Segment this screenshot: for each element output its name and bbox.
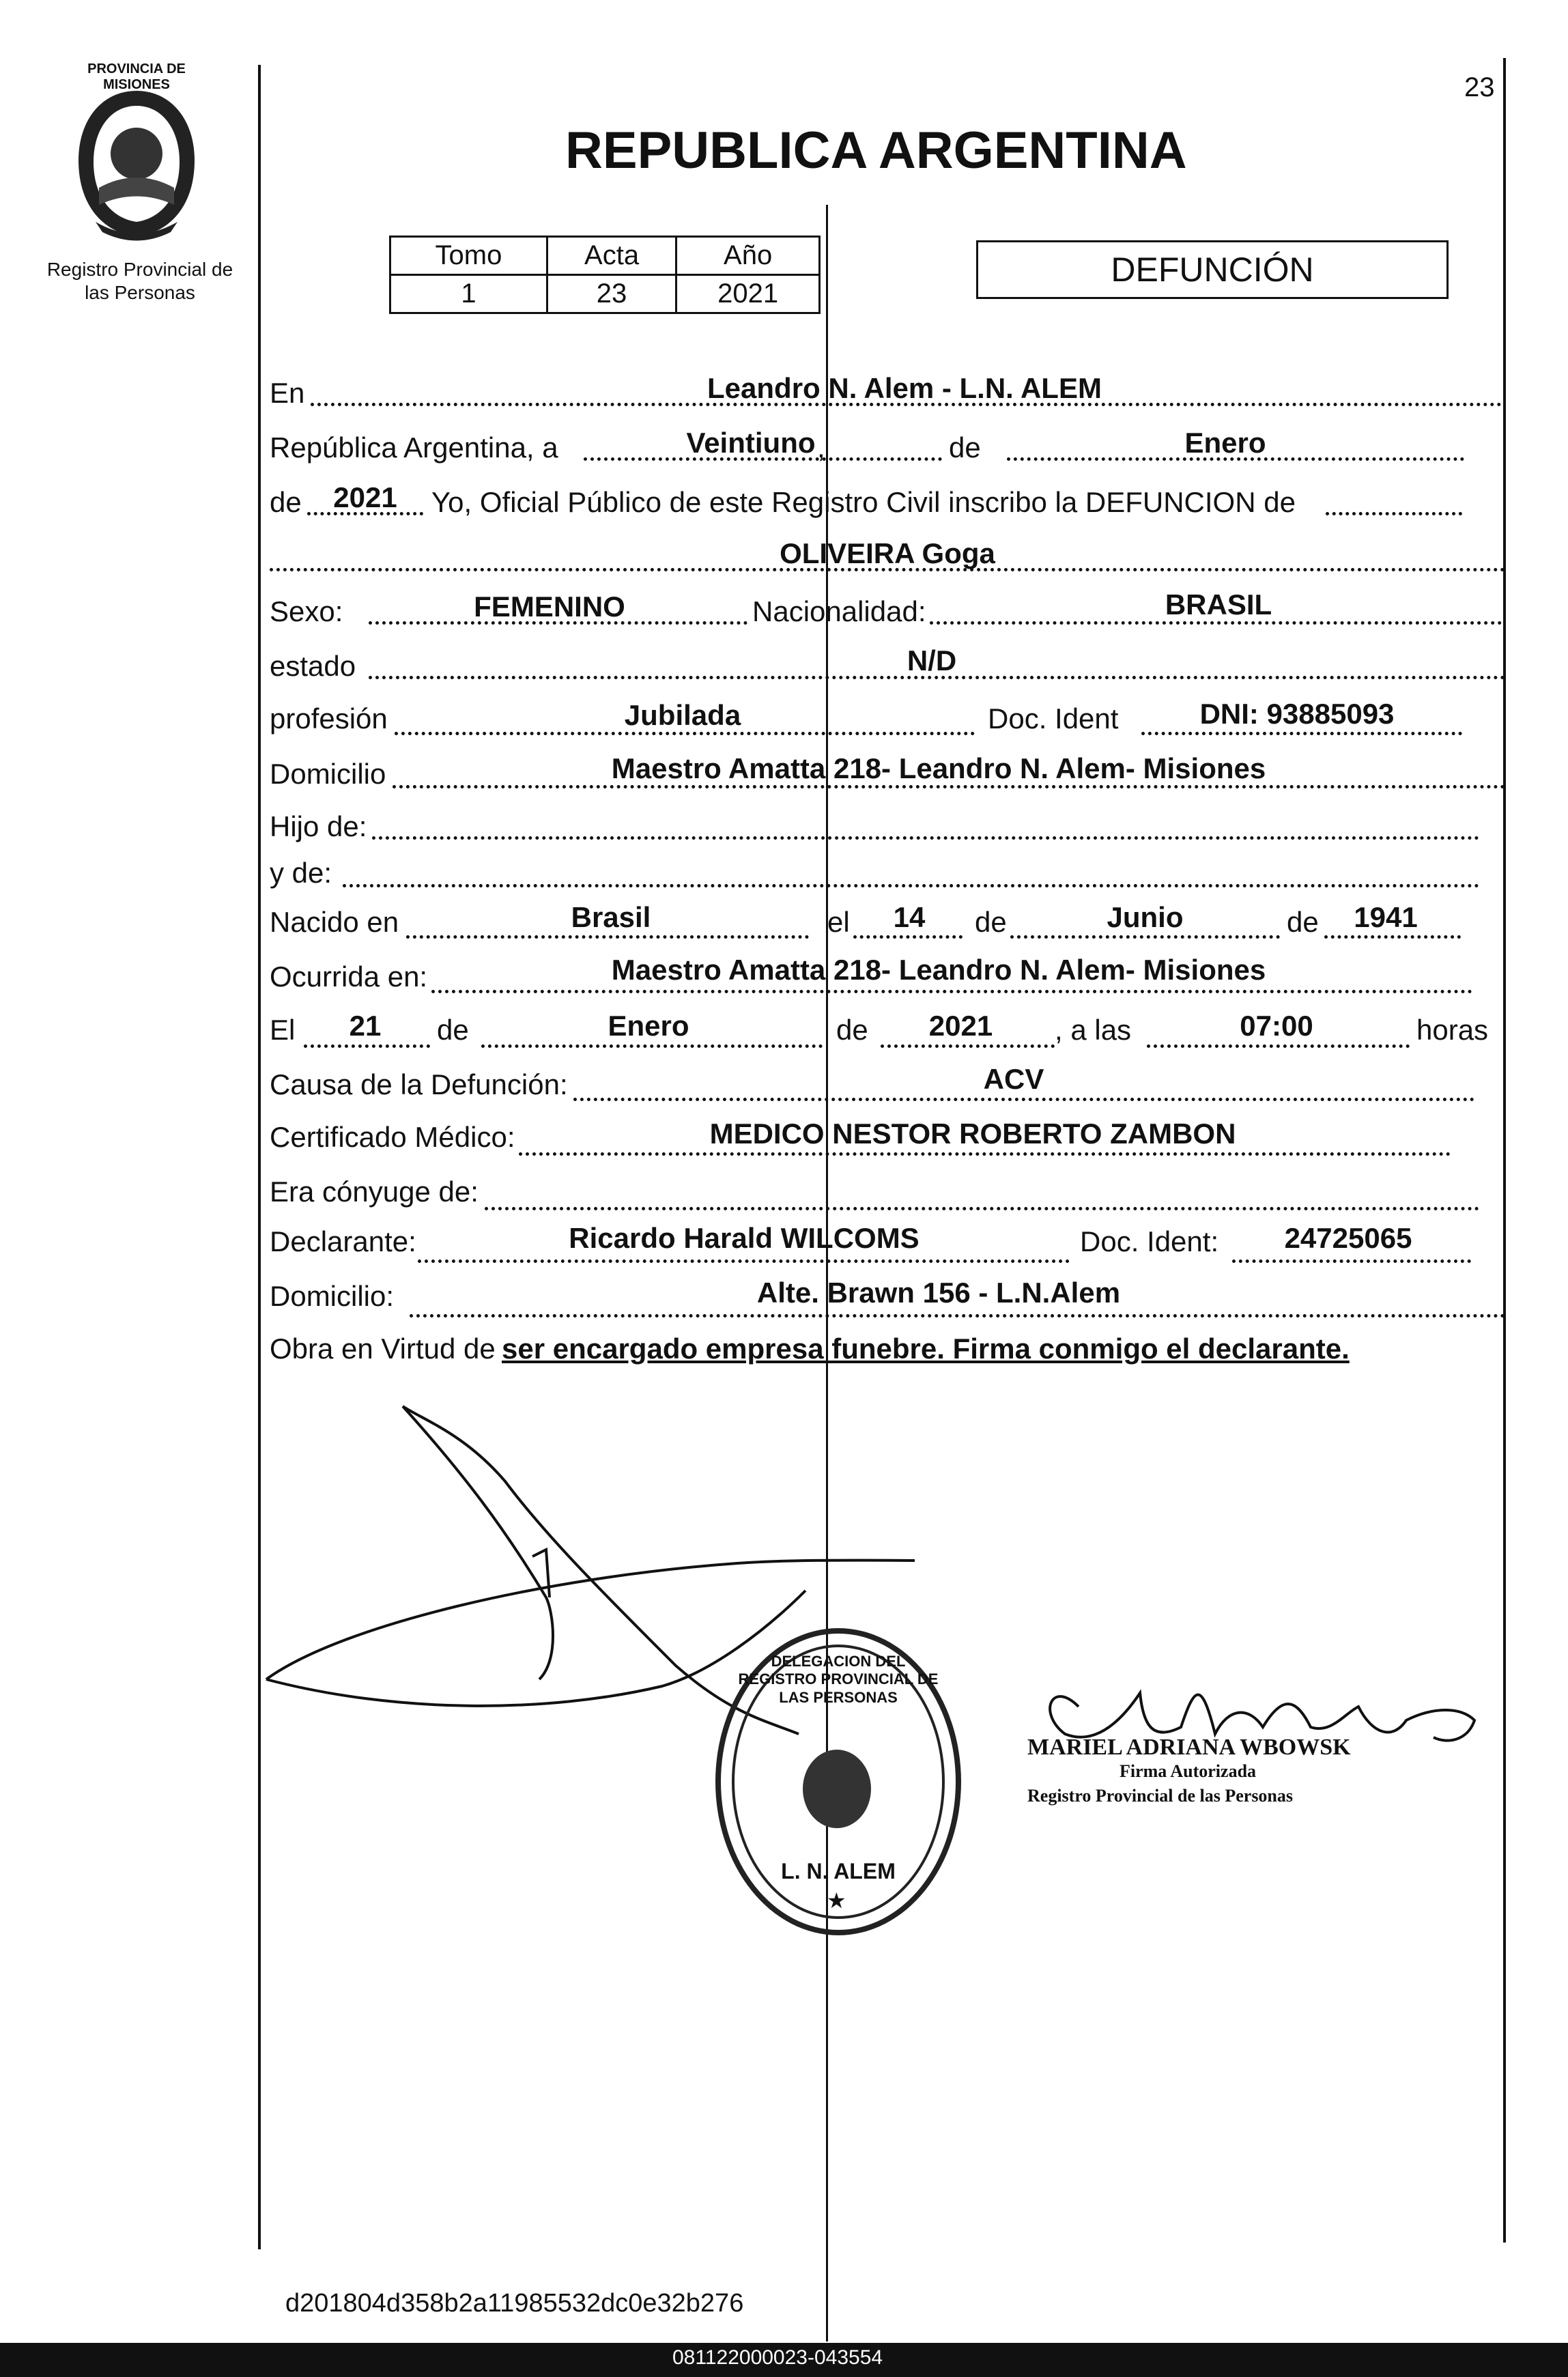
value-certificado: MEDICO NESTOR ROBERTO ZAMBON [709, 1118, 1236, 1150]
label-de-fallec-anio: de [836, 1014, 868, 1046]
registry-header-acta: Acta [547, 237, 676, 275]
value-nacido-dia: 14 [893, 901, 926, 933]
value-declarante: Ricardo Harald WILCOMS [569, 1222, 920, 1254]
fill-hijo-de [372, 836, 1479, 840]
page-number: 23 [1464, 72, 1495, 102]
value-nacido-anio: 1941 [1354, 901, 1418, 933]
value-fallec-dia: 21 [349, 1010, 382, 1042]
issuer-label: Registro Provincial de las Personas [46, 259, 233, 303]
label-domicilio-2: Domicilio: [270, 1280, 395, 1312]
label-estado: estado [270, 650, 356, 682]
value-anio: 2021 [333, 481, 397, 513]
value-obra-virtud: ser encargado empresa funebre. Firma conmigo el declarante. [502, 1333, 1350, 1365]
value-mes: Enero [1184, 427, 1266, 459]
value-fallecido: OLIVEIRA Goga [780, 537, 995, 569]
fill-declarante-domicilio [410, 1314, 1505, 1318]
value-ocurrida-en: Maestro Amatta 218- Leandro N. Alem- Misiones [611, 954, 1266, 986]
label-causa: Causa de la Defunción: [270, 1068, 568, 1100]
left-margin-line [258, 65, 261, 2249]
official-role: Firma Autorizada [1120, 1761, 1257, 1781]
value-profesion: Jubilada [624, 699, 741, 731]
label-certificado: Certificado Médico: [270, 1121, 515, 1153]
fill-ocurrida-en [431, 990, 1472, 993]
label-horas: horas [1416, 1014, 1489, 1046]
label-de-mes: de [949, 431, 981, 464]
label-a-las: , a las [1055, 1014, 1132, 1046]
value-declarante-doc: 24725065 [1284, 1222, 1412, 1254]
seal-text-top: DELEGACION DEL REGISTRO PROVINCIAL DE LAS PERSONAS [738, 1653, 939, 1706]
value-dni: DNI: 93885093 [1199, 698, 1395, 730]
label-conyuge: Era cónyuge de: [270, 1176, 479, 1208]
value-lugar: Leandro N. Alem - L.N. ALEM [707, 372, 1102, 404]
fill-fallec-hora [1147, 1044, 1410, 1048]
fill-nacionalidad [930, 621, 1502, 625]
fill-nacido-dia [853, 935, 963, 939]
fill-fallec-dia [304, 1044, 430, 1048]
label-de-anio: de [270, 486, 302, 518]
document-hash: d201804d358b2a11985532dc0e32b276 [285, 2289, 744, 2318]
fill-conyuge [485, 1207, 1479, 1210]
label-yo-oficial: Yo, Oficial Público de este Registro Civil inscribo la DEFUNCION de [431, 486, 1296, 518]
value-declarante-domicilio: Alte. Brawn 156 - L.N.Alem [756, 1277, 1121, 1309]
document-title: REPUBLICA ARGENTINA [565, 122, 1187, 180]
label-domicilio: Domicilio [270, 758, 386, 790]
value-fallec-mes: Enero [608, 1010, 689, 1042]
emblem-text: PROVINCIA DE MISIONES [87, 61, 186, 92]
label-en: En [270, 377, 305, 409]
fill-nacido-mes [1010, 935, 1280, 939]
right-margin-line [1503, 58, 1506, 2243]
value-dia-letras: Veintiuno [686, 427, 816, 459]
label-y-de: y de: [270, 857, 332, 889]
registry-table [389, 236, 821, 314]
fill-yo-oficial [1326, 512, 1462, 515]
fill-y-de [343, 884, 1479, 887]
fill-profesion [395, 732, 975, 735]
value-fallec-hora: 07:00 [1240, 1010, 1313, 1042]
fill-declarante [418, 1259, 1070, 1263]
value-dia-coma: , [817, 431, 825, 464]
fill-causa [573, 1098, 1474, 1101]
center-fold-line [826, 205, 828, 2342]
value-domicilio: Maestro Amatta 218- Leandro N. Alem- Misiones [611, 752, 1266, 784]
fill-doc-ident [1141, 732, 1462, 735]
official-seal [715, 1628, 961, 1935]
official-office: Registro Provincial de las Personas [1027, 1786, 1294, 1806]
label-obra-virtud: Obra en Virtud de [270, 1333, 496, 1365]
fill-fallec-anio [881, 1044, 1055, 1048]
label-declarante: Declarante: [270, 1225, 416, 1257]
label-republica: República Argentina, a [270, 431, 558, 464]
registry-value-acta: 23 [547, 275, 676, 313]
label-de-fallec-mes: de [437, 1014, 469, 1046]
registry-header-anio: Año [676, 237, 820, 275]
value-causa: ACV [983, 1063, 1044, 1095]
province-emblem [68, 85, 205, 242]
value-nacionalidad: BRASIL [1165, 588, 1272, 621]
fill-declarante-doc [1232, 1259, 1471, 1263]
footer-code: 081122000023-043554 [672, 2346, 883, 2369]
label-doc-ident: Doc. Ident [988, 702, 1119, 735]
label-de-nacido-anio: de [1287, 906, 1319, 938]
value-sexo: FEMENINO [474, 590, 625, 623]
official-name: MARIEL ADRIANA WBOWSK [1027, 1735, 1351, 1760]
fill-nacido-anio [1324, 935, 1461, 939]
act-type-box: DEFUNCIÓN [976, 240, 1449, 299]
label-ocurrida-en: Ocurrida en: [270, 960, 428, 993]
fill-domicilio [393, 785, 1505, 788]
label-hijo-de: Hijo de: [270, 810, 367, 842]
seal-emblem [803, 1750, 871, 1828]
value-estado: N/D [907, 644, 957, 677]
registry-value-anio: 2021 [676, 275, 820, 313]
label-doc-ident-2: Doc. Ident: [1080, 1225, 1219, 1257]
label-nacionalidad: Nacionalidad: [752, 595, 926, 627]
fill-certificado [519, 1152, 1451, 1156]
label-profesion: profesión [270, 702, 388, 735]
value-fallec-anio: 2021 [928, 1010, 993, 1042]
seal-star-icon: ★ [827, 1888, 846, 1913]
fill-fallec-mes [481, 1044, 823, 1048]
registry-header-tomo: Tomo [390, 237, 547, 275]
label-de-nacido-mes: de [975, 906, 1007, 938]
label-el-nacido: el [827, 906, 850, 938]
label-el: El [270, 1014, 296, 1046]
seal-text-bottom: L. N. ALEM [781, 1859, 896, 1883]
registry-value-tomo: 1 [390, 275, 547, 313]
fill-nacido-en [406, 935, 809, 939]
label-sexo: Sexo: [270, 595, 343, 627]
value-nacido-mes: Junio [1107, 901, 1184, 933]
value-nacido-en: Brasil [571, 901, 651, 933]
label-nacido-en: Nacido en [270, 906, 399, 938]
